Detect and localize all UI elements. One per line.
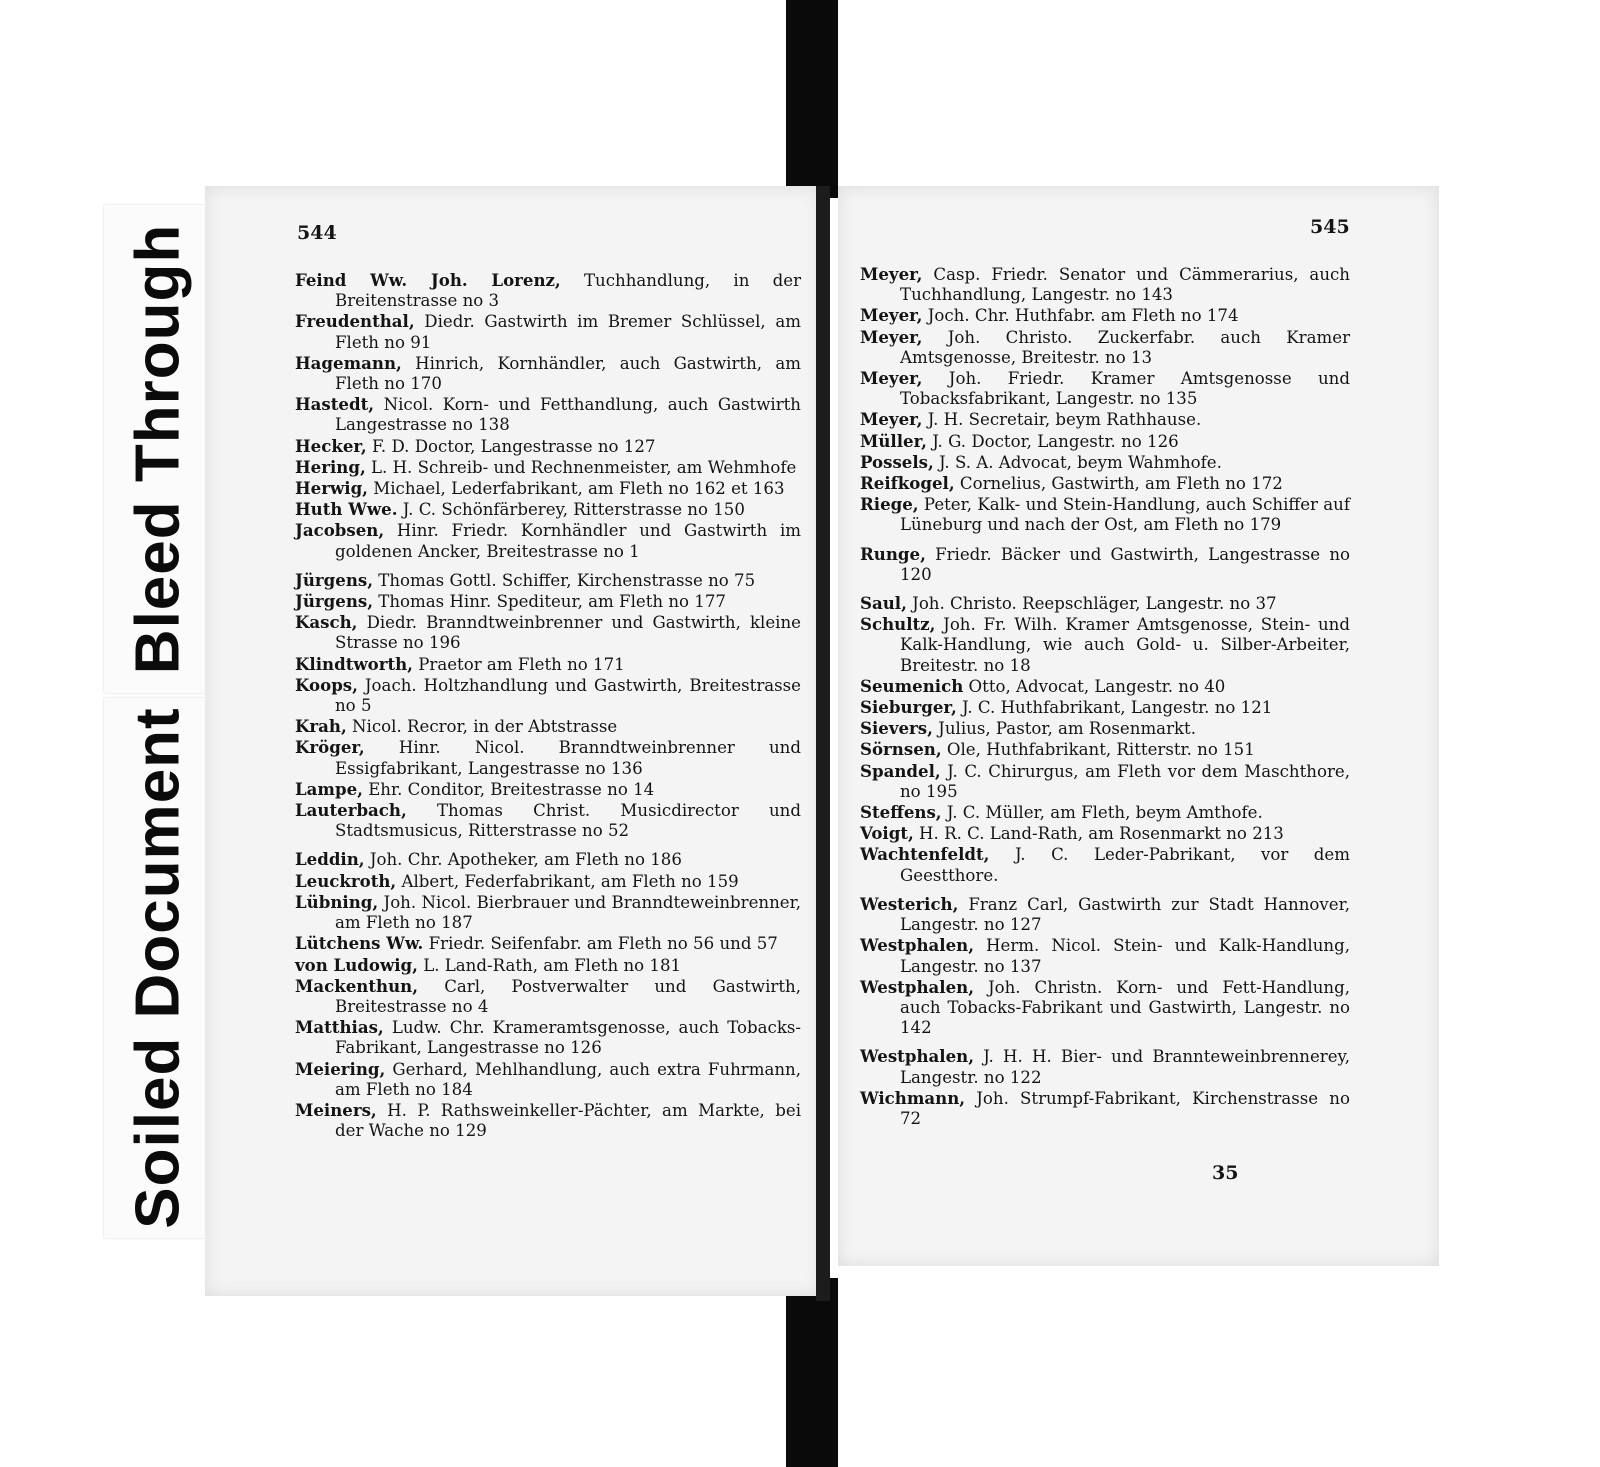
entry-name: Huth Wwe. — [295, 499, 398, 520]
entry-details: L. Land-Rath, am Fleth no 181 — [417, 955, 682, 975]
entry-details: Joh. Chr. Apotheker, am Fleth no 186 — [364, 850, 682, 870]
directory-entry — [295, 478, 801, 499]
entry-details: Friedr. Seifenfabr. am Fleth no 56 und 57 — [423, 934, 778, 954]
entry-details: Gerhard, Mehlhandlung, auch extra Fuhrmann, am Fleth no 184 — [335, 1059, 801, 1099]
entry-name: Hering, — [295, 456, 366, 477]
entry-details: Ludw. Chr. Krameramtsgenosse, auch Tobacks-Fabrikant, Langestrasse no 126 — [335, 1018, 801, 1058]
directory-entry — [860, 452, 1350, 473]
page-number-right: 545 — [1310, 216, 1350, 238]
directory-entry — [860, 935, 1350, 976]
entry-details: Diedr. Gastwirth im Bremer Schlüssel, am Fleth no 91 — [335, 312, 801, 352]
entry-name: Sörnsen, — [860, 739, 942, 760]
directory-entry — [860, 264, 1350, 305]
entry-details: Joh. Christn. Korn- und Fett-Handlung, auch Tobacks-Fabrikant und Gastwirth, Langestr. no 142 — [900, 977, 1350, 1038]
entry-name: Wachtenfeldt, — [860, 844, 990, 865]
entry-details: Albert, Federfabrikant, am Fleth no 159 — [396, 871, 739, 891]
entry-name: Voigt, — [860, 823, 914, 844]
directory-entry — [860, 494, 1350, 535]
directory-entry — [295, 457, 801, 478]
entry-name: Krah, — [295, 716, 347, 737]
entry-details: Joh. Strumpf-Fabrikant, Kirchenstrasse no 72 — [900, 1088, 1350, 1128]
directory-entry — [295, 933, 801, 954]
entry-details: Ehr. Conditor, Breitestrasse no 14 — [362, 779, 655, 799]
directory-entry — [860, 977, 1350, 1039]
soiled-document-text: Soiled Document — [123, 707, 193, 1229]
entry-details: H. P. Rathsweinkeller-Pächter, am Markte, bei der Wache no 129 — [335, 1100, 801, 1141]
entry-details: J. C. Huthfabrikant, Langestr. no 121 — [956, 698, 1273, 718]
directory-entry — [295, 849, 801, 870]
entry-name: Schultz, — [860, 614, 936, 635]
entry-name: Kasch, — [295, 612, 358, 633]
directory-entry — [295, 716, 801, 737]
entry-name: Leddin, — [295, 849, 365, 870]
entry-details: Diedr. Branndtweinbrenner und Gastwirth, kleine Strasse no 196 — [335, 613, 801, 653]
entry-name: Leuckroth, — [295, 870, 397, 891]
directory-entry — [295, 311, 801, 352]
entry-name: Westphalen, — [860, 1046, 974, 1067]
directory-entry — [295, 353, 801, 394]
directory-entries-left — [295, 270, 801, 1141]
directory-entry — [295, 892, 801, 933]
entry-details: Thomas Gottl. Schiffer, Kirchenstrasse no 75 — [373, 570, 756, 590]
entry-name: Westphalen, — [860, 976, 974, 997]
entry-details: Joach. Holtzhandlung und Gastwirth, Breitestrasse no 5 — [335, 675, 801, 716]
directory-entry — [295, 1100, 801, 1141]
entry-details: Cornelius, Gastwirth, am Fleth no 172 — [954, 474, 1283, 494]
directory-entry — [295, 779, 801, 800]
signature-mark: 35 — [1212, 1162, 1239, 1184]
directory-entries-right — [860, 264, 1350, 1129]
directory-entry — [295, 1017, 801, 1058]
directory-entry — [860, 1046, 1350, 1087]
directory-entry — [860, 802, 1350, 823]
entry-details: J. G. Doctor, Langestr. no 126 — [926, 431, 1179, 451]
entry-details: Thomas Hinr. Spediteur, am Fleth no 177 — [373, 592, 726, 612]
entry-details: J. S. A. Advocat, beym Wahmhofe. — [933, 452, 1222, 472]
entry-name: Hagemann, — [295, 352, 402, 373]
directory-entry — [295, 955, 801, 976]
entry-name: Meyer, — [860, 409, 923, 430]
entry-name: Reifkogel, — [860, 473, 955, 494]
entry-name: Lübning, — [295, 891, 379, 912]
bleed-through-label — [104, 205, 212, 693]
directory-entry — [295, 591, 801, 612]
directory-entry — [860, 305, 1350, 326]
directory-entry — [295, 737, 801, 778]
entry-name: Sievers, — [860, 718, 933, 739]
entry-name: Koops, — [295, 674, 358, 695]
directory-entry — [860, 844, 1350, 885]
directory-entry — [860, 761, 1350, 802]
page-number-left: 544 — [297, 222, 337, 244]
directory-entry — [860, 894, 1350, 935]
entry-details: J. H. Secretair, beym Rathhause. — [922, 410, 1202, 430]
gutter-bar-top — [786, 0, 838, 198]
entry-name: Westphalen, — [860, 935, 974, 956]
entry-name: Steffens, — [860, 802, 942, 823]
directory-entry — [860, 823, 1350, 844]
directory-entry — [295, 499, 801, 520]
directory-entry — [860, 593, 1350, 614]
entry-name: Mackenthun, — [295, 975, 418, 996]
entry-name: Possels, — [860, 451, 934, 472]
entry-details: Nicol. Recror, in der Abtstrasse — [346, 717, 618, 737]
entry-name: Matthias, — [295, 1017, 384, 1038]
directory-entry — [295, 612, 801, 653]
directory-entry — [295, 871, 801, 892]
entry-details: J. H. H. Bier- und Brannteweinbrennerey, Langestr. no 122 — [900, 1047, 1350, 1087]
directory-entry — [295, 436, 801, 457]
entry-name: Hecker, — [295, 435, 367, 456]
entry-details: Hinr. Nicol. Branndtweinbrenner und Essigfabrikant, Langestrasse no 136 — [335, 738, 801, 778]
entry-name: Jürgens, — [295, 569, 374, 590]
entry-details: Joh. Friedr. Kramer Amtsgenosse und Tobacksfabrikant, Langestr. no 135 — [900, 369, 1350, 409]
directory-entry — [295, 675, 801, 716]
entry-name: Westerich, — [860, 893, 959, 914]
entry-name: Meyer, — [860, 264, 923, 284]
entry-name: Herwig, — [295, 478, 368, 499]
entry-name: Meyer, — [860, 305, 923, 326]
entry-name: Jacobsen, — [295, 520, 385, 541]
directory-entry — [860, 473, 1350, 494]
entry-details: Herm. Nicol. Stein- und Kalk-Handlung, Langestr. no 137 — [900, 936, 1350, 976]
directory-entry — [860, 409, 1350, 430]
entry-name: Feind Ww. Joh. Lorenz, — [295, 270, 561, 290]
entry-details: F. D. Doctor, Langestrasse no 127 — [366, 436, 656, 456]
entry-details: Michael, Lederfabrikant, am Fleth no 162 et 163 — [367, 479, 785, 499]
directory-entry — [295, 800, 801, 841]
entry-name: Hastedt, — [295, 394, 375, 415]
directory-entry — [295, 1059, 801, 1100]
directory-entry — [295, 394, 801, 435]
directory-entry — [860, 431, 1350, 452]
entry-name: Freudenthal, — [295, 311, 415, 332]
entry-details: J. C. Schönfärberey, Ritterstrasse no 150 — [397, 500, 745, 520]
entry-name: Spandel, — [860, 760, 941, 781]
entry-name: Jürgens, — [295, 591, 374, 612]
entry-name: Kröger, — [295, 737, 365, 758]
entry-name: Meyer, — [860, 368, 923, 389]
entry-name: Riege, — [860, 494, 919, 515]
entry-details: Nicol. Korn- und Fetthandlung, auch Gastwirth Langestrasse no 138 — [335, 395, 801, 435]
entry-details: Praetor am Fleth no 171 — [412, 654, 625, 674]
entry-name: Saul, — [860, 593, 907, 614]
gutter-bar-bottom — [786, 1278, 838, 1467]
entry-details: Ole, Huthfabrikant, Ritterstr. no 151 — [941, 740, 1255, 760]
entry-details: Joh. Christo. Reepschläger, Langestr. no 37 — [906, 594, 1277, 614]
directory-entry — [860, 1088, 1350, 1129]
directory-entry — [295, 976, 801, 1017]
entry-name: Meiners, — [295, 1099, 377, 1120]
left-page — [205, 186, 821, 1296]
entry-name: Meiering, — [295, 1058, 386, 1079]
soiled-document-label — [104, 698, 212, 1238]
entry-details: Julius, Pastor, am Rosenmarkt. — [932, 719, 1196, 739]
entry-name: Sieburger, — [860, 697, 957, 718]
entry-name: Klindtworth, — [295, 653, 413, 674]
directory-entry — [860, 368, 1350, 409]
bleed-through-text: Bleed Through — [123, 223, 193, 675]
directory-entry — [860, 697, 1350, 718]
entry-details: Joch. Chr. Huthfabr. am Fleth no 174 — [922, 306, 1239, 326]
directory-entry — [860, 739, 1350, 760]
entry-details: Friedr. Bäcker und Gastwirth, Langestrasse no 120 — [900, 544, 1350, 584]
directory-entry — [860, 544, 1350, 585]
directory-entry — [860, 614, 1350, 676]
entry-name: Seumenich — [860, 675, 964, 696]
entry-name: Lampe, — [295, 778, 363, 799]
entry-details: Peter, Kalk- und Stein-Handlung, auch Schiffer auf Lüneburg und nach der Ost, am Fleth no 179 — [900, 495, 1350, 535]
entry-name: Meyer, — [860, 326, 923, 347]
entry-details: Tuchhandlung, in der Breitenstrasse no 3 — [335, 271, 801, 311]
entry-details: Joh. Nicol. Bierbrauer und Branndteweinbrenner, am Fleth no 187 — [335, 892, 801, 933]
entry-details: Hinrich, Kornhändler, auch Gastwirth, am Fleth no 170 — [335, 353, 801, 394]
entry-details: J. C. Müller, am Fleth, beym Amthofe. — [941, 803, 1263, 823]
entry-details: Franz Carl, Gastwirth zur Stadt Hannover, Langestr. no 127 — [900, 894, 1350, 935]
entry-name: Lauterbach, — [295, 800, 407, 821]
book-spine — [816, 186, 830, 1301]
entry-name: Lütchens Ww. — [295, 933, 424, 954]
directory-entry — [295, 520, 801, 561]
entry-details: Otto, Advocat, Langestr. no 40 — [963, 676, 1226, 696]
entry-details: J. C. Chirurgus, am Fleth vor dem Maschthore, no 195 — [900, 761, 1350, 801]
entry-name: Müller, — [860, 430, 927, 451]
directory-entry — [860, 676, 1350, 697]
entry-name: Wichmann, — [860, 1087, 966, 1108]
entry-name: von Ludowig, — [295, 954, 418, 975]
entry-details: Joh. Christo. Zuckerfabr. auch Kramer Amtsgenosse, Breitestr. no 13 — [900, 327, 1350, 367]
entry-details: Hinr. Friedr. Kornhändler und Gastwirth im goldenen Ancker, Breitestrasse no 1 — [335, 521, 801, 561]
directory-entry — [860, 327, 1350, 368]
right-page — [838, 186, 1439, 1266]
entry-details: H. R. C. Land-Rath, am Rosenmarkt no 213 — [913, 824, 1284, 844]
entry-details: L. H. Schreib- und Rechnenmeister, am Wehmhofe — [365, 457, 797, 477]
entry-details: Joh. Fr. Wilh. Kramer Amtsgenosse, Stein- und Kalk-Handlung, wie auch Gold- u. Silber-Arbeiter, Breitestr. no 18 — [900, 615, 1350, 675]
directory-entry — [295, 570, 801, 591]
entry-details: J. C. Leder-Pabrikant, vor dem Geestthore. — [900, 845, 1350, 885]
entry-details: Carl, Postverwalter und Gastwirth, Breitestrasse no 4 — [335, 976, 801, 1016]
directory-entry — [295, 654, 801, 675]
directory-entry — [295, 270, 801, 311]
entry-name: Runge, — [860, 543, 926, 564]
directory-entry — [860, 718, 1350, 739]
entry-details: Casp. Friedr. Senator und Cämmerarius, auch Tuchhandlung, Langestr. no 143 — [900, 265, 1350, 305]
entry-details: Thomas Christ. Musicdirector und Stadtsmusicus, Ritterstrasse no 52 — [335, 801, 801, 841]
